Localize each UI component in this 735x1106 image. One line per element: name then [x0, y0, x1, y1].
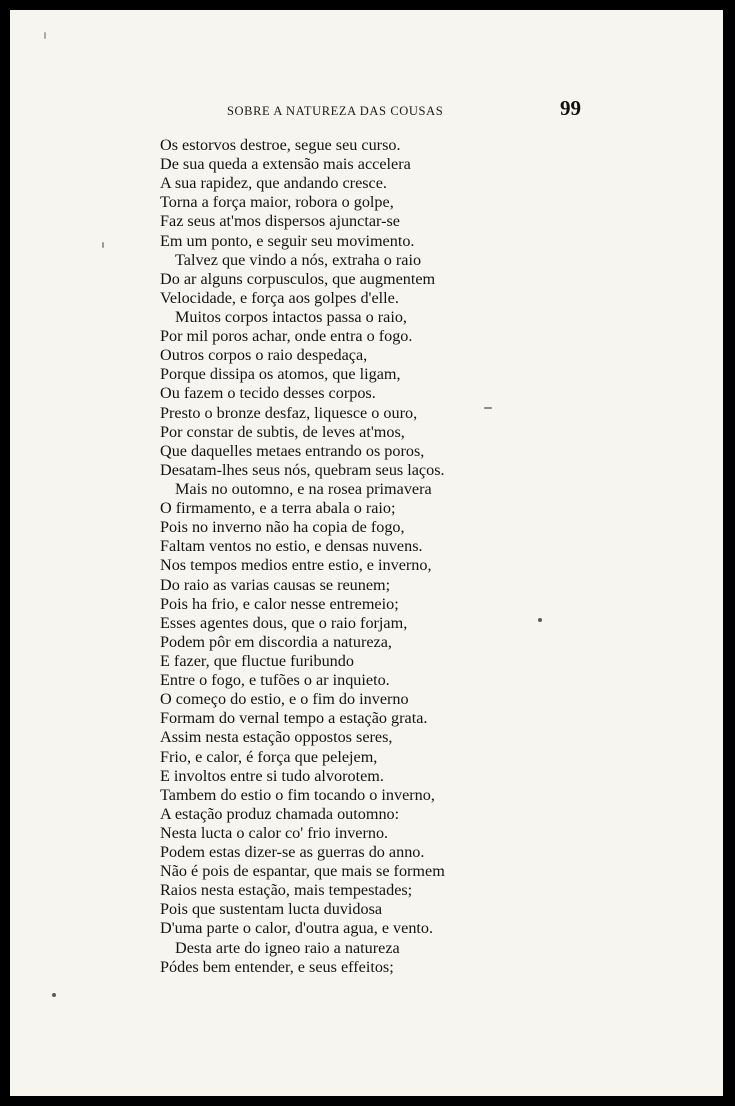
poem-line: E involtos entre si tudo alvorotem.: [160, 766, 384, 785]
ink-speck: [102, 242, 104, 248]
poem-line: A estação produz chamada outomno:: [160, 804, 400, 823]
poem-line: Nos tempos medios entre estio, e inverno,: [160, 556, 432, 575]
poem-line: Faltam ventos no estio, e densas nuvens.: [160, 537, 423, 556]
poem-line: Formam do vernal tempo a estação grata.: [160, 709, 428, 728]
poem-line: Torna a força maior, robora o golpe,: [160, 193, 394, 212]
poem-line: Pois que sustentam lucta duvidosa: [160, 900, 383, 919]
ink-speck: [44, 32, 46, 39]
poem-line: De sua queda a extensão mais accelera: [160, 155, 411, 174]
running-title: SOBRE A NATUREZA DAS COUSAS: [227, 104, 444, 118]
poem-line: Frio, e calor, é força que pelejem,: [160, 747, 378, 766]
poem-line: Por mil poros achar, onde entra o fogo.: [160, 327, 413, 346]
poem-line: Desatam-lhes seus nós, quebram seus laços.: [160, 460, 445, 479]
poem-line: A sua rapidez, que andando cresce.: [160, 174, 387, 193]
poem-line: Do ar alguns corpusculos, que augmentem: [160, 269, 436, 288]
poem-line: Desta arte do igneo raio a natureza: [175, 938, 400, 957]
poem-body: [160, 136, 680, 977]
poem-line: Do raio as varias causas se reunem;: [160, 575, 391, 594]
poem-line: Pois ha frio, e calor nesse entremeio;: [160, 594, 399, 613]
poem-line: Outros corpos o raio despedaça,: [160, 346, 368, 365]
page-header: [10, 96, 723, 126]
poem-line: Raios nesta estação, mais tempestades;: [160, 881, 413, 900]
poem-line: Não é pois de espantar, que mais se formem: [160, 862, 445, 881]
poem-line: Pois no inverno não ha copia de fogo,: [160, 518, 405, 537]
poem-line: Talvez que vindo a nós, extraha o raio: [175, 250, 422, 269]
poem-line: Que daquelles metaes entrando os poros,: [160, 441, 425, 460]
page-number: 99: [560, 96, 581, 120]
ink-speck: [538, 618, 542, 622]
poem-line: Por constar de subtis, de leves at'mos,: [160, 422, 405, 441]
poem-line: Presto o bronze desfaz, liquesce o ouro,: [160, 403, 418, 422]
poem-line: Pódes bem entender, e seus effeitos;: [160, 957, 394, 976]
poem-line: Podem pôr em discordia a natureza,: [160, 632, 392, 651]
poem-line: Porque dissipa os atomos, que ligam,: [160, 365, 401, 384]
poem-line: Podem estas dizer-se as guerras do anno.: [160, 843, 425, 862]
poem-line: E fazer, que fluctue furibundo: [160, 651, 354, 670]
poem-line: Esses agentes dous, que o raio forjam,: [160, 613, 408, 632]
poem-line: Entre o fogo, e tufões o ar inquieto.: [160, 671, 390, 690]
poem-line: Ou fazem o tecido desses corpos.: [160, 384, 376, 403]
poem-line: Em um ponto, e seguir seu movimento.: [160, 231, 415, 250]
poem-line: O firmamento, e a terra abala o raio;: [160, 499, 396, 518]
poem-line: Mais no outomno, e na rosea primavera: [175, 479, 432, 498]
poem-line: Os estorvos destroe, segue seu curso.: [160, 136, 401, 154]
poem-line: Assim nesta estação oppostos seres,: [160, 728, 393, 747]
poem-line: Velocidade, e força aos golpes d'elle.: [160, 288, 399, 307]
book-page: [10, 10, 723, 1096]
poem-line: Muitos corpos intactos passa o raio,: [175, 307, 407, 326]
poem-line: D'uma parte o calor, d'outra agua, e vento.: [160, 919, 434, 938]
poem-line: Tambem do estio o fim tocando o inverno,: [160, 785, 435, 804]
ink-speck: [52, 993, 56, 997]
poem-line: Faz seus at'mos dispersos ajunctar-se: [160, 212, 400, 231]
poem-line: O começo do estio, e o fim do inverno: [160, 690, 409, 709]
ink-speck: [484, 407, 492, 409]
poem-line: Nesta lucta o calor co' frio inverno.: [160, 823, 389, 842]
